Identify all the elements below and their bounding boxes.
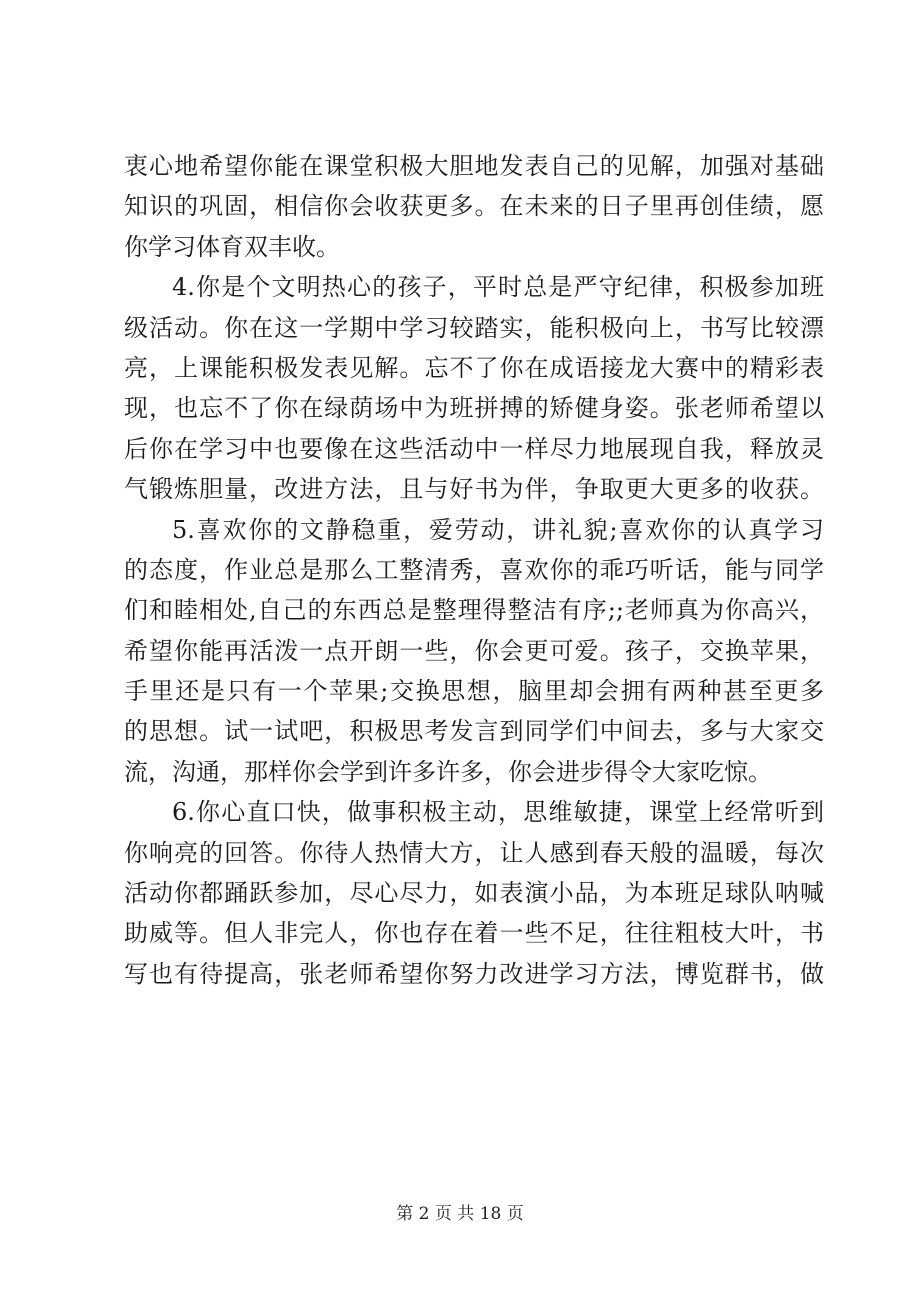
- text-line: 气锻炼胆量，改进方法，且与好书为伴，争取更大更多的收获。: [124, 475, 824, 504]
- paragraph-2: [124, 267, 824, 509]
- text-line: 后你在学习中也要像在这些活动中一样尽力地展现自我，释放灵: [124, 434, 824, 463]
- text-line: 写也有待提高，张老师希望你努力改进学习方法，博览群书，做: [124, 959, 824, 988]
- document-body: [124, 146, 824, 994]
- text-line: 知识的巩固，相信你会收获更多。在未来的日子里再创佳绩，愿: [124, 192, 824, 221]
- page-number-label: 第 2 页 共 18 页: [396, 1204, 524, 1224]
- text-line: 亮，上课能积极发表见解。忘不了你在成语接龙大赛中的精彩表: [124, 353, 824, 382]
- text-line: 你学习体育双丰收。: [124, 232, 340, 261]
- text-line: 级活动。你在这一学期中学习较踏实，能积极向上，书写比较漂: [124, 313, 824, 342]
- paragraph-3: [124, 510, 824, 793]
- page-footer: [0, 1199, 920, 1224]
- text-line: 手里还是只有一个苹果;交换思想，脑里却会拥有两种甚至更多: [124, 677, 824, 706]
- text-line: 流，沟通，那样你会学到许多许多，你会进步得令大家吃惊。: [124, 757, 772, 786]
- text-line: 5.喜欢你的文静稳重，爱劳动，讲礼貌;喜欢你的认真学习: [172, 515, 824, 544]
- text-line: 助威等。但人非完人，你也存在着一些不足，往往粗枝大叶，书: [124, 919, 824, 948]
- text-line: 衷心地希望你能在课堂积极大胆地发表自己的见解，加强对基础: [124, 152, 824, 180]
- text-line: 现，也忘不了你在绿荫场中为班拼搏的矫健身姿。张老师希望以: [124, 394, 824, 423]
- text-line: 你响亮的回答。你待人热情大方，让人感到春天般的温暖，每次: [124, 838, 824, 867]
- text-line: 的态度，作业总是那么工整清秀，喜欢你的乖巧听话，能与同学: [124, 555, 824, 584]
- text-line: 活动你都踊跃参加，尽心尽力，如表演小品，为本班足球队呐喊: [124, 879, 824, 908]
- paragraph-4: [124, 792, 824, 994]
- text-line: 希望你能再活泼一点开朗一些，你会更可爱。孩子，交换苹果，: [124, 636, 824, 665]
- text-line: 的思想。试一试吧，积极思考发言到同学们中间去，多与大家交: [124, 717, 824, 746]
- text-line: 4.你是个文明热心的孩子，平时总是严守纪律，积极参加班: [172, 273, 824, 302]
- text-line: 6.你心直口快，做事积极主动，思维敏捷，课堂上经常听到: [172, 798, 824, 827]
- paragraph-1: [124, 146, 824, 267]
- text-line: 们和睦相处,自己的东西总是整理得整洁有序;;老师真为你高兴，: [124, 596, 824, 625]
